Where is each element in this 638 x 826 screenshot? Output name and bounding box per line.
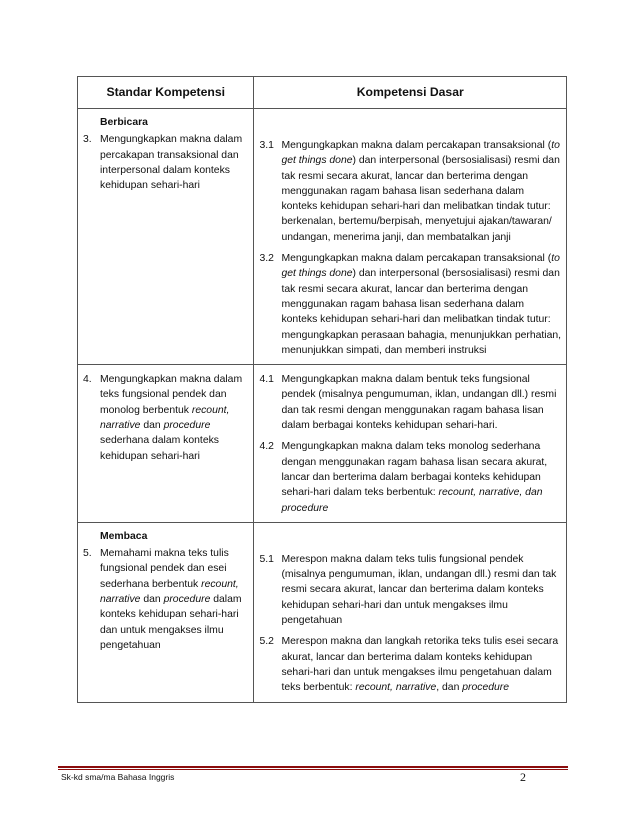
sk-number: 5. bbox=[83, 548, 92, 560]
sk-text: Mengungkapkan makna dalam percakapan transaksional dan interpersonal dalam konteks kehidupan sehari-hari bbox=[100, 134, 243, 192]
table-row bbox=[78, 109, 567, 365]
table-header-row bbox=[78, 77, 567, 109]
kd-number: 4.1 bbox=[259, 374, 274, 386]
sk-cell bbox=[78, 522, 254, 702]
kd-number: 3.1 bbox=[259, 140, 274, 151]
kd-cell bbox=[254, 365, 567, 523]
kd-item bbox=[254, 138, 566, 245]
page-number: 2 bbox=[520, 770, 526, 784]
sk-cell bbox=[78, 109, 254, 365]
sk-item bbox=[78, 546, 253, 653]
kd-item bbox=[254, 439, 566, 515]
kd-number: 4.2 bbox=[259, 441, 274, 453]
kd-text: Mengungkapkan makna dalam percakapan transaksional (to get things done) dan interpersonal (bersosialisasi) resmi dan tak resmi secara akurat, lancar dan berterima dengan menggunakan ragam bahasa lisan sederhana dalam konteks kehidupan sehari-hari dan melibatkan tindak tutur: berkenalan, bertemu/berpisah, menyetujui ajakan/tawaran/ undangan, menerima janji, dan membatalkan janji bbox=[281, 140, 560, 243]
footer-rule bbox=[58, 766, 568, 768]
header-kompetensi-dasar: Kompetensi Dasar bbox=[254, 77, 567, 109]
kd-item bbox=[254, 372, 566, 433]
kd-number: 5.2 bbox=[259, 636, 274, 648]
kd-text: Mengungkapkan makna dalam teks monolog sederhana dengan menggunakan ragam bahasa lisan secara akurat, lancar dan berterima dalam berbagai konteks kehidupan sehari-hari dalam teks berbentuk: recount, narrative, dan procedure bbox=[281, 441, 548, 514]
section-title: Membaca bbox=[100, 530, 148, 542]
kd-item bbox=[254, 634, 566, 695]
header-standar-kompetensi: Standar Kompetensi bbox=[78, 77, 254, 109]
sk-text: Memahami makna teks tulis fungsional pendek dan esei sederhana berbentuk recount, narrative dan procedure dalam konteks kehidupan sehari-hari dan untuk mengakses ilmu pengetahuan bbox=[100, 548, 242, 651]
footer-document-title: Sk-kd sma/ma Bahasa Inggris bbox=[61, 772, 175, 782]
table-row bbox=[78, 365, 567, 523]
sk-cell bbox=[78, 365, 254, 523]
kd-number: 3.2 bbox=[259, 253, 274, 265]
kd-number: 5.1 bbox=[259, 553, 274, 565]
sk-item bbox=[78, 132, 253, 193]
sk-text: Mengungkapkan makna dalam teks fungsional pendek dan monolog berbentuk recount, narrative dan procedure sederhana dalam konteks kehidupan sehari-hari bbox=[100, 374, 243, 462]
kd-item bbox=[254, 251, 566, 358]
footer-rule-thin bbox=[58, 769, 568, 770]
kd-item bbox=[254, 552, 566, 628]
kd-text: Mengungkapkan makna dalam percakapan transaksional (to get things done) dan interpersonal (bersosialisasi) resmi dan tak resmi secara akurat, lancar dan berterima dengan menggunakan ragam bahasa lisan sederhana dalam konteks kehidupan sehari-hari dan melibatkan tindak tutur: mengungkapkan perasaan bahagia, menunjukkan perhatian, menunjukkan simpati, dan memberi instruksi bbox=[281, 253, 562, 356]
section-title: Berbicara bbox=[100, 117, 148, 128]
kd-cell bbox=[254, 109, 567, 365]
competency-table bbox=[77, 76, 567, 703]
table-row bbox=[78, 522, 567, 702]
kd-text: Merespon makna dan langkah retorika teks tulis esei secara akurat, lancar dan berterima dalam konteks kehidupan sehari-hari dan untuk mengakses ilmu pengetahuan dalam teks berbentuk: recount, narrative, dan procedure bbox=[281, 636, 559, 694]
sk-number: 4. bbox=[83, 374, 92, 386]
sk-item bbox=[78, 372, 253, 464]
kd-text: Merespon makna dalam teks tulis fungsional pendek (misalnya pengumuman, iklan, undangan dll.) resmi dan tak resmi secara akurat, lancar dan berterima dalam konteks kehidupan sehari-hari dan untuk mengakses ilmu pengetahuan bbox=[281, 553, 557, 627]
sk-number: 3. bbox=[83, 134, 92, 146]
kd-cell bbox=[254, 522, 567, 702]
kd-text: Mengungkapkan makna dalam bentuk teks fungsional pendek (misalnya pengumuman, iklan, undangan dll.) resmi dan tak resmi dengan menggunakan ragam bahasa lisan dalam berbagai konteks kehidupan sehari-hari. bbox=[281, 374, 557, 432]
